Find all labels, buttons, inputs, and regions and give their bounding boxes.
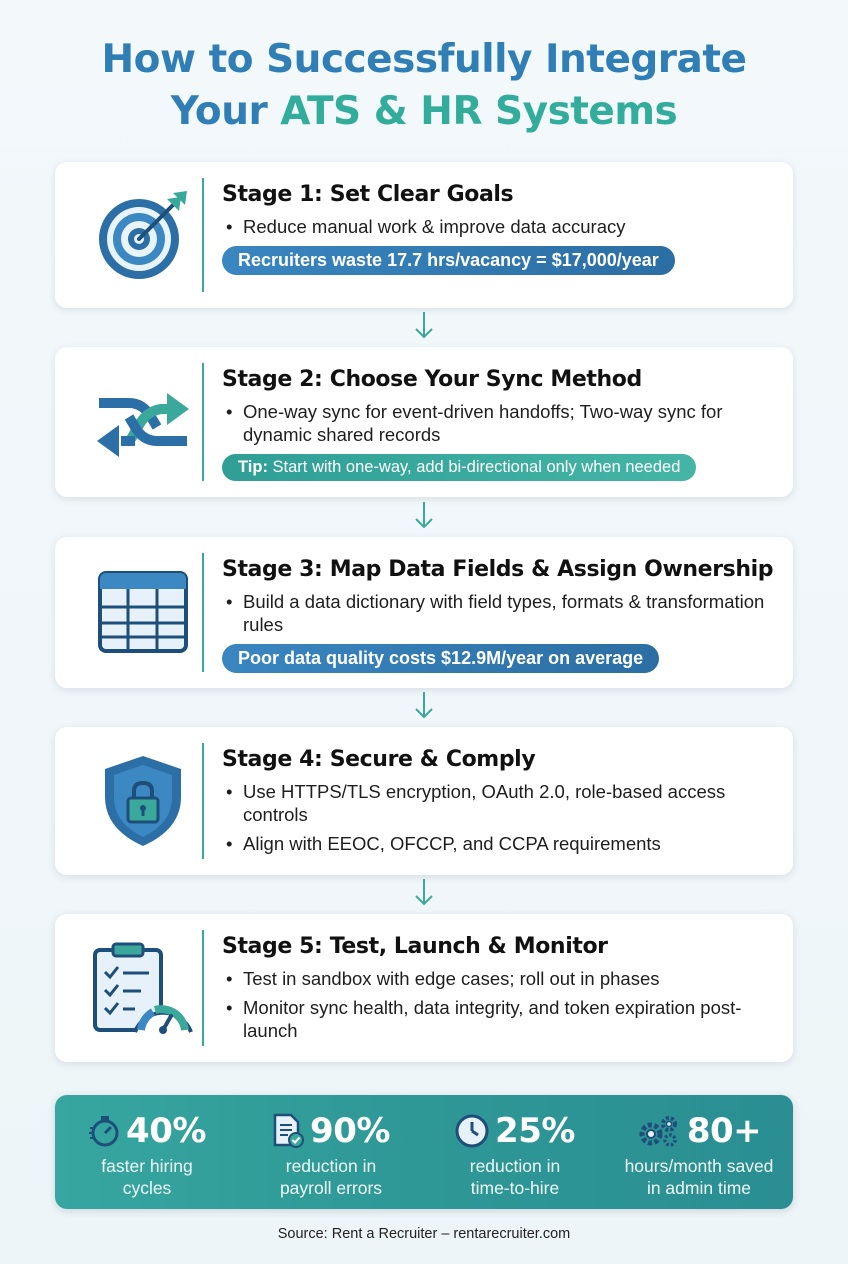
stat-label bbox=[55, 1155, 239, 1199]
stat-hours-saved bbox=[607, 1109, 791, 1199]
stage-3-stat-pill: Poor data quality costs $12.9M/year on average bbox=[222, 644, 659, 673]
gears-icon bbox=[637, 1114, 681, 1148]
stat-label-line-2: in admin time bbox=[646, 1178, 752, 1198]
stat-label-line-1: reduction in bbox=[469, 1156, 561, 1176]
stage-5-title: Stage 5: Test, Launch & Monitor bbox=[222, 934, 608, 959]
stat-label bbox=[607, 1155, 791, 1199]
stat-label-line-1: reduction in bbox=[285, 1156, 377, 1176]
stat-value: 80+ bbox=[686, 1111, 762, 1151]
stat-payroll-errors bbox=[239, 1109, 423, 1199]
table-grid-icon bbox=[83, 555, 203, 669]
stage-2-title: Stage 2: Choose Your Sync Method bbox=[222, 367, 642, 392]
stage-1-title: Stage 1: Set Clear Goals bbox=[222, 182, 514, 207]
stopwatch-icon bbox=[88, 1114, 120, 1148]
down-arrow-icon bbox=[414, 877, 434, 907]
clipboard-gauge-icon bbox=[83, 930, 203, 1046]
page-title bbox=[0, 34, 848, 138]
stat-label bbox=[423, 1155, 607, 1199]
sync-arrows-icon bbox=[83, 365, 203, 479]
title-line-2-prefix: Your bbox=[170, 89, 281, 134]
stage-card-5 bbox=[55, 914, 793, 1062]
stage-4-bullet-1: • Use HTTPS/TLS encryption, OAuth 2.0, role-based access controls bbox=[222, 780, 777, 826]
stat-value: 90% bbox=[310, 1111, 390, 1151]
title-line-1: How to Successfully Integrate bbox=[101, 37, 747, 82]
stage-card-2 bbox=[55, 347, 793, 497]
title-line-2-accent: ATS & HR Systems bbox=[280, 89, 678, 134]
stage-3-bullet-1: • Build a data dictionary with field types, formats & transformation rules bbox=[222, 590, 777, 636]
stat-faster-hiring bbox=[55, 1109, 239, 1199]
target-icon bbox=[83, 180, 203, 290]
stage-3-title: Stage 3: Map Data Fields & Assign Ownership bbox=[222, 557, 774, 582]
shield-lock-icon bbox=[83, 743, 203, 859]
stat-label-line-1: faster hiring bbox=[101, 1156, 193, 1176]
stat-value: 40% bbox=[126, 1111, 206, 1151]
title-line-2 bbox=[0, 86, 848, 138]
stage-card-3 bbox=[55, 537, 793, 688]
stage-4-bullet-2: • Align with EEOC, OFCCP, and CCPA requirements bbox=[222, 832, 777, 855]
stage-4-title: Stage 4: Secure & Comply bbox=[222, 747, 536, 772]
document-check-icon bbox=[272, 1113, 304, 1149]
stat-label-line-2: time-to-hire bbox=[470, 1178, 560, 1198]
stat-time-to-hire bbox=[423, 1109, 607, 1199]
stage-1-bullet-1: • Reduce manual work & improve data accuracy bbox=[222, 215, 777, 238]
tip-text: Start with one-way, add bi-directional only when needed bbox=[267, 458, 681, 476]
stats-banner bbox=[55, 1095, 793, 1209]
stage-1-stat-pill: Recruiters waste 17.7 hrs/vacancy = $17,000/year bbox=[222, 246, 675, 275]
stage-2-bullet-1: • One-way sync for event-driven handoffs; Two-way sync for dynamic shared records bbox=[222, 400, 777, 446]
stat-label bbox=[239, 1155, 423, 1199]
tip-label: Tip: bbox=[238, 458, 268, 476]
down-arrow-icon bbox=[414, 690, 434, 720]
stat-label-line-2: cycles bbox=[122, 1178, 172, 1198]
down-arrow-icon bbox=[414, 310, 434, 340]
stage-5-bullet-1: • Test in sandbox with edge cases; roll out in phases bbox=[222, 967, 777, 990]
stat-value: 25% bbox=[495, 1111, 575, 1151]
stage-5-bullet-2: • Monitor sync health, data integrity, and token expiration post-launch bbox=[222, 996, 777, 1042]
clock-icon bbox=[455, 1114, 489, 1148]
stage-2-tip-pill bbox=[222, 454, 696, 481]
down-arrow-icon bbox=[414, 500, 434, 530]
stat-label-line-1: hours/month saved bbox=[624, 1156, 774, 1176]
source-credit: Source: Rent a Recruiter – rentarecruiter.com bbox=[277, 1226, 571, 1242]
stage-card-4 bbox=[55, 727, 793, 875]
stage-card-1 bbox=[55, 162, 793, 308]
stat-label-line-2: payroll errors bbox=[279, 1178, 383, 1198]
